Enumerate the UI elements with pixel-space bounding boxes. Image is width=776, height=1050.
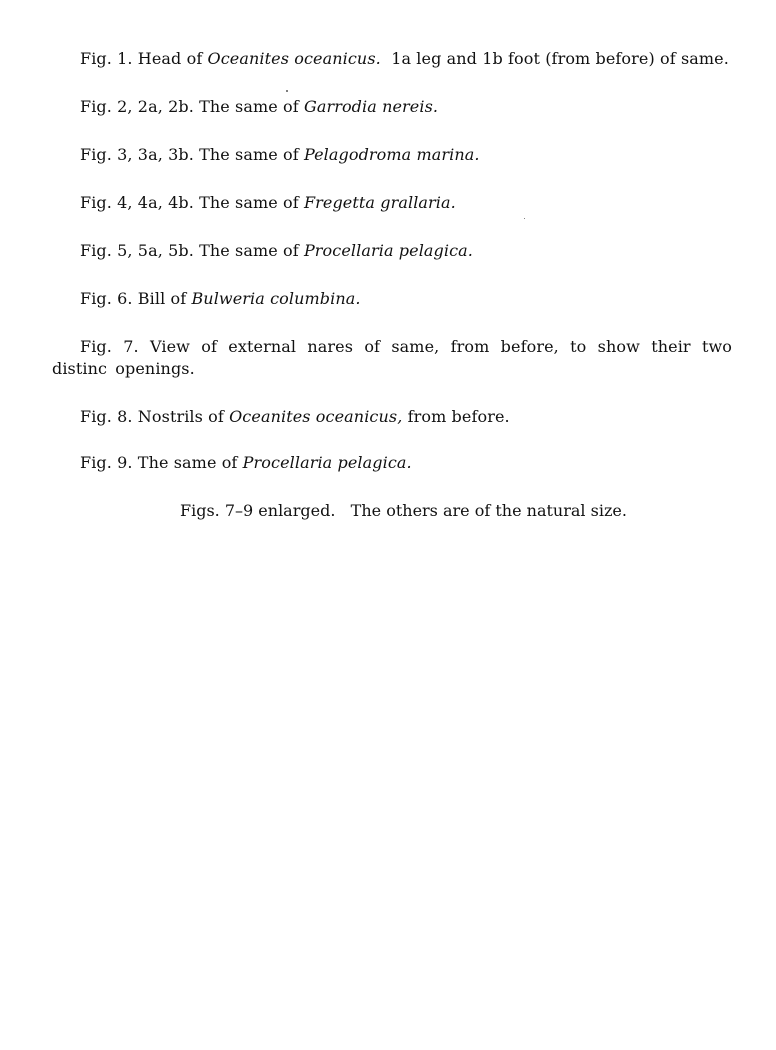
caption-text: Head of <box>137 49 208 68</box>
caption-fig-1 <box>80 48 729 70</box>
print-speck <box>286 90 288 92</box>
caption-text: from before. <box>402 407 510 426</box>
species-name: Pelagodroma marina. <box>303 145 480 164</box>
caption-fig-7 <box>52 336 732 380</box>
caption-text: The same of <box>137 453 243 472</box>
print-speck <box>524 218 525 219</box>
fig-label: Fig. 2, 2a, 2b. <box>80 97 194 116</box>
fig-label: Fig. 7. <box>80 337 139 356</box>
caption-text: Nostrils of <box>137 407 230 426</box>
fig-label: Fig. 5, 5a, 5b. <box>80 241 194 260</box>
caption-fig-4 <box>80 192 456 214</box>
species-name: Procellaria pelagica. <box>303 241 473 260</box>
species-name: Procellaria pelagica. <box>242 453 412 472</box>
caption-fig-2 <box>80 96 438 118</box>
fig-label: Fig. 3, 3a, 3b. <box>80 145 194 164</box>
caption-fig-8 <box>80 406 510 428</box>
caption-text: The same of <box>199 97 304 116</box>
caption-text: View of external nares of same, from before, to show their two distinc openings. <box>52 337 733 378</box>
caption-text: The same of <box>199 193 304 212</box>
caption-fig-3 <box>80 144 480 166</box>
caption-text: 1a leg and 1b foot (from before) of same. <box>380 49 729 68</box>
species-name: Garrodia nereis. <box>303 97 439 116</box>
caption-text: Bill of <box>137 289 192 308</box>
species-name: Oceanites oceanicus. <box>207 49 381 68</box>
caption-text: The same of <box>199 241 304 260</box>
fig-label: Fig. 6. <box>80 289 133 308</box>
magnification-note: Figs. 7–9 enlarged. The others are of the natural size. <box>180 501 627 520</box>
caption-fig-9 <box>80 452 412 474</box>
caption-fig-6 <box>80 288 361 310</box>
fig-label: Fig. 4, 4a, 4b. <box>80 193 194 212</box>
caption-fig-5 <box>80 240 473 262</box>
species-name: Oceanites oceanicus, <box>229 407 403 426</box>
species-name: Bulweria columbina. <box>191 289 361 308</box>
fig-label: Fig. 1. <box>80 49 133 68</box>
fig-label: Fig. 9. <box>80 453 133 472</box>
caption-text: The same of <box>199 145 304 164</box>
fig-label: Fig. 8. <box>80 407 133 426</box>
species-name: Fregetta grallaria. <box>303 193 456 212</box>
